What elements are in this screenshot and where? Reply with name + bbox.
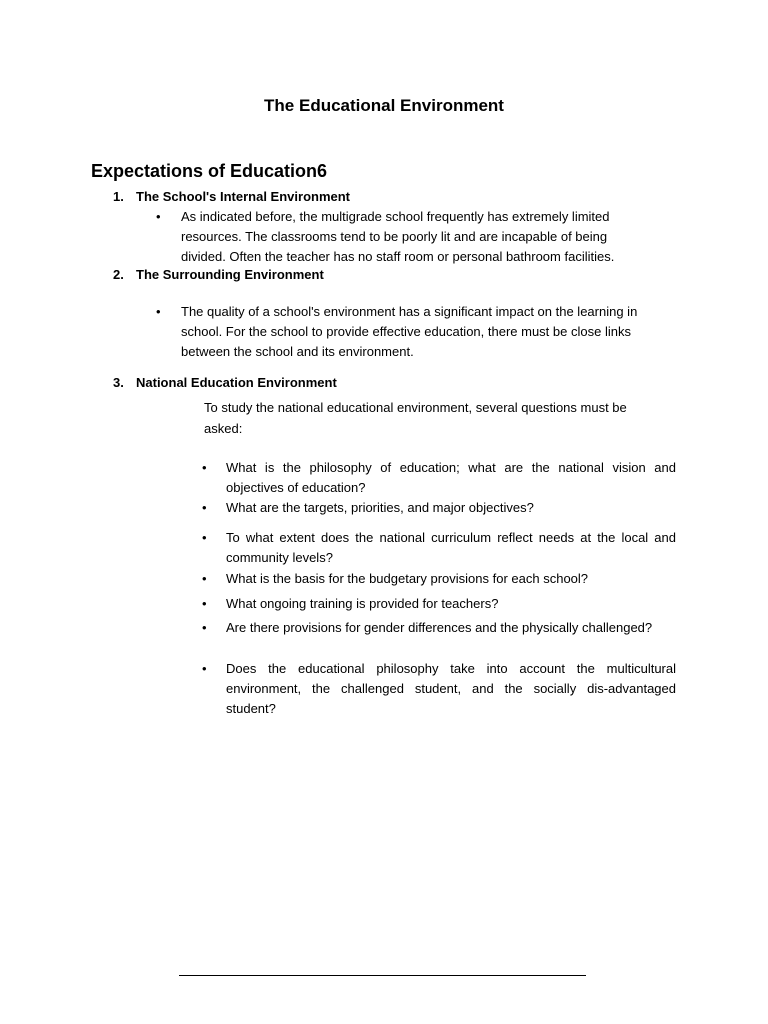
- bullet-icon: •: [156, 209, 161, 224]
- item-2-heading: [113, 266, 324, 284]
- bullet-icon: •: [202, 530, 207, 545]
- item-2-bullet: [156, 302, 651, 362]
- question-item: [202, 594, 676, 614]
- bullet-icon: •: [202, 620, 207, 635]
- footnote-divider: [179, 975, 586, 976]
- bullet-icon: •: [202, 571, 207, 586]
- question-item: [202, 659, 676, 719]
- page-title: The Educational Environment: [264, 96, 504, 115]
- section-heading: Expectations of Education6: [91, 161, 328, 181]
- question-text: What ongoing training is provided for teachers?: [226, 596, 499, 611]
- item-3-intro: To study the national educational environment, several questions must be asked:: [204, 400, 627, 436]
- question-text: What is the basis for the budgetary provisions for each school?: [226, 571, 589, 586]
- item-1-number: 1.: [113, 189, 124, 204]
- question-text: Are there provisions for gender differences and the physically challenged?: [226, 620, 653, 635]
- item-1-heading: [113, 188, 350, 206]
- question-text: Does the educational philosophy take into account the multicultural environment, the challenged student, and the socially dis-advantaged student?: [226, 661, 676, 716]
- bullet-icon: •: [202, 661, 207, 676]
- bullet-icon: •: [202, 460, 207, 475]
- item-3-heading: [113, 374, 337, 392]
- question-item: [202, 528, 676, 568]
- item-1-bullet-text: As indicated before, the multigrade school frequently has extremely limited resources. The classrooms tend to be poorly lit and are incapable of being divided. Often the teacher has no staff room or personal bathroom facilities.: [181, 209, 615, 264]
- item-3-number: 3.: [113, 375, 124, 390]
- question-text: What is the philosophy of education; what are the national vision and objectives of education?: [226, 460, 676, 495]
- question-item: [202, 498, 676, 518]
- question-item: [202, 458, 676, 498]
- item-2-bullet-text: The quality of a school's environment has a significant impact on the learning in school. For the school to provide effective education, there must be close links between the school and its environment.: [181, 304, 638, 359]
- item-1-bullet: [156, 207, 651, 267]
- question-text: To what extent does the national curriculum reflect needs at the local and community levels?: [226, 530, 676, 565]
- bullet-icon: •: [156, 304, 161, 319]
- item-1-heading-text: The School's Internal Environment: [136, 189, 351, 204]
- item-3-heading-text: National Education Environment: [136, 375, 337, 390]
- bullet-icon: •: [202, 500, 207, 515]
- bullet-icon: •: [202, 596, 207, 611]
- question-item: [202, 618, 676, 638]
- question-item: [202, 569, 676, 589]
- item-2-number: 2.: [113, 267, 124, 282]
- item-2-heading-text: The Surrounding Environment: [136, 267, 324, 282]
- question-text: What are the targets, priorities, and major objectives?: [226, 500, 534, 515]
